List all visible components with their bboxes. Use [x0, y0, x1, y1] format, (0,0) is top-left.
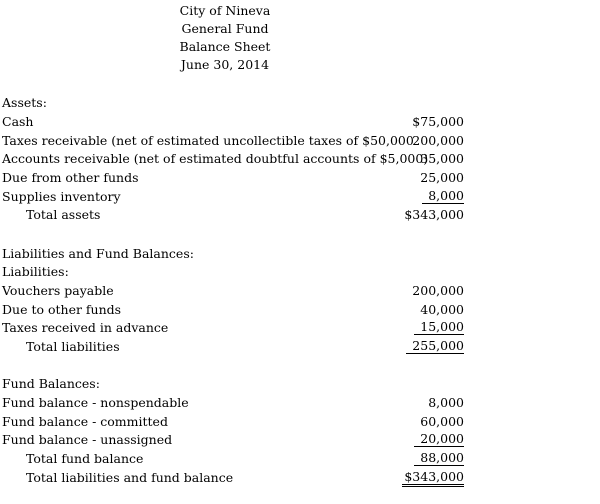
liability-amount: 200,000 — [412, 283, 464, 298]
liability-amount: 15,000 — [414, 319, 464, 335]
total-fund-balance-amount: 88,000 — [414, 450, 464, 466]
asset-amount: 8,000 — [422, 188, 464, 204]
total-assets-row — [0, 206, 600, 224]
fund-balance-amount: 60,000 — [420, 414, 464, 429]
total-assets-label: Total assets — [26, 207, 101, 222]
fund-balance-row — [0, 431, 600, 449]
fund-balance-label: Fund balance - unassigned — [2, 432, 173, 447]
asset-row — [0, 113, 600, 131]
fund-balance-amount: 8,000 — [428, 395, 464, 410]
asset-row — [0, 150, 600, 168]
fund-balance-row — [0, 394, 600, 412]
total-assets-amount: $343,000 — [404, 207, 464, 222]
fund-balance-label: Fund balance - committed — [2, 414, 168, 429]
liability-row — [0, 319, 600, 337]
liabilities-fund-balances-heading: Liabilities and Fund Balances: — [2, 246, 194, 261]
total-fund-balance-row — [0, 450, 600, 468]
liabilities-heading: Liabilities: — [2, 264, 69, 279]
asset-amount: 25,000 — [420, 170, 464, 185]
fund-balance-label: Fund balance - nonspendable — [2, 395, 189, 410]
fund-balance-amount: 20,000 — [414, 431, 464, 447]
total-liabilities-label: Total liabilities — [26, 339, 120, 354]
liability-row — [0, 301, 600, 319]
asset-row — [0, 188, 600, 206]
statement-title: Balance Sheet — [179, 39, 271, 54]
asset-label: Taxes receivable (net of estimated uncollectible taxes of $50,000 — [2, 133, 414, 148]
liability-label: Due to other funds — [2, 302, 122, 317]
asset-amount: 35,000 — [420, 151, 464, 166]
asset-row — [0, 169, 600, 187]
fund-name: General Fund — [181, 21, 269, 36]
grand-total-row — [0, 469, 600, 487]
total-fund-balance-label: Total fund balance — [26, 451, 144, 466]
liability-label: Vouchers payable — [2, 283, 114, 298]
fund-balance-row — [0, 413, 600, 431]
asset-label: Supplies inventory — [2, 189, 121, 204]
asset-amount: $75,000 — [412, 114, 464, 129]
entity-name: City of Nineva — [179, 3, 271, 18]
grand-total-amount: $343,000 — [402, 469, 464, 487]
total-liabilities-row — [0, 338, 600, 356]
asset-label: Accounts receivable (net of estimated doubtful accounts of $5,000) — [2, 151, 429, 166]
total-liabilities-amount: 255,000 — [406, 338, 464, 354]
liability-amount: 40,000 — [420, 302, 464, 317]
grand-total-label: Total liabilities and fund balance — [26, 470, 234, 485]
statement-date: June 30, 2014 — [180, 57, 270, 72]
liability-row — [0, 282, 600, 300]
fund-balances-heading: Fund Balances: — [2, 376, 100, 391]
asset-row — [0, 132, 600, 150]
asset-label: Due from other funds — [2, 170, 139, 185]
assets-heading: Assets: — [2, 95, 47, 110]
asset-amount: 200,000 — [412, 133, 464, 148]
liability-label: Taxes received in advance — [2, 320, 169, 335]
asset-label: Cash — [2, 114, 34, 129]
